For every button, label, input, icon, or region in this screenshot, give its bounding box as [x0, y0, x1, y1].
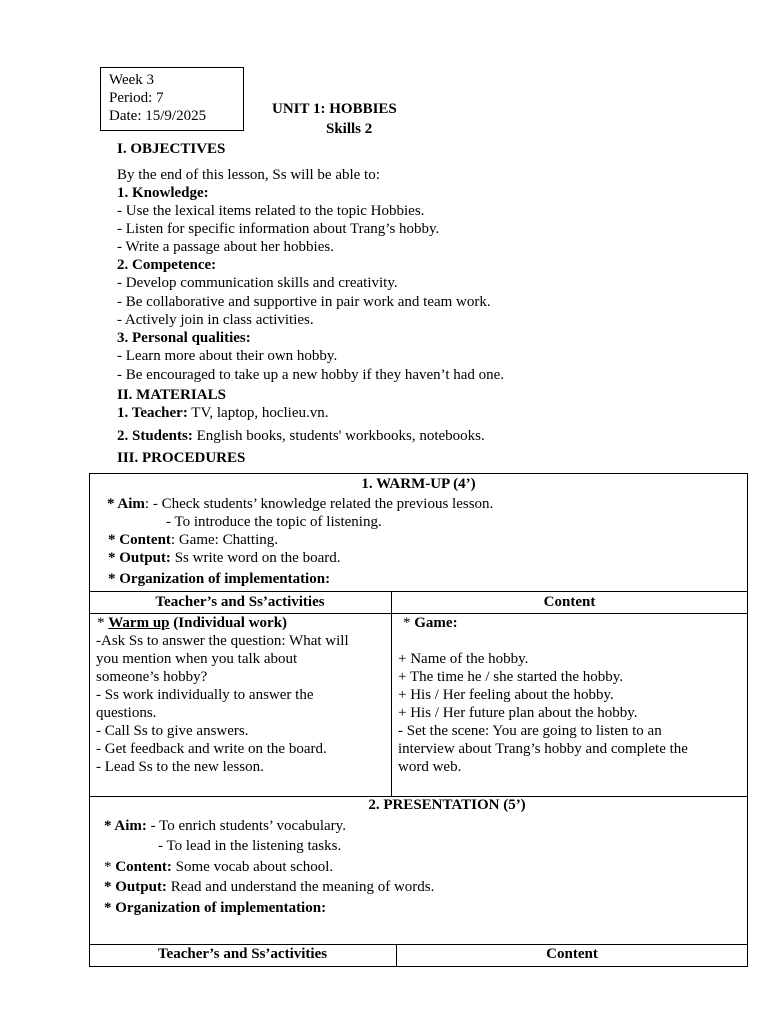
qualities-item: - Be encouraged to take up a new hobby if they haven’t had one.	[117, 367, 505, 383]
activity-line: someone’s hobby?	[96, 669, 208, 685]
presentation-aim-2: - To lead in the listening tasks.	[158, 838, 342, 854]
knowledge-heading: 1. Knowledge:	[117, 185, 209, 201]
warmup-aim: * Aim: - Check students’ knowledge related the previous lesson.	[107, 496, 494, 512]
qualities-item: - Learn more about their own hobby.	[117, 348, 338, 364]
lesson-info-box	[100, 67, 244, 131]
content-line: + The time he / she started the hobby.	[398, 669, 624, 685]
warmup-title: 1. WARM-UP (4’)	[361, 476, 476, 492]
date-text: Date: 15/9/2025	[109, 108, 207, 124]
content-line: + His / Her future plan about the hobby.	[398, 705, 638, 721]
warmup-content: * Content: Game: Chatting.	[108, 532, 278, 548]
presentation-content: * Content: Some vocab about school.	[104, 859, 334, 875]
warmup-organization: * Organization of implementation:	[108, 571, 331, 587]
qualities-heading: 3. Personal qualities:	[117, 330, 251, 346]
period-text: Period: 7	[109, 90, 164, 106]
presentation-output: * Output: Read and understand the meaning of words.	[104, 879, 435, 895]
activity-line: - Call Ss to give answers.	[96, 723, 249, 739]
activity-line: - Lead Ss to the new lesson.	[96, 759, 264, 775]
activity-line: questions.	[96, 705, 157, 721]
competence-item: - Be collaborative and supportive in pair work and team work.	[117, 294, 491, 310]
activity-line: - Ss work individually to answer the	[96, 687, 314, 703]
unit-title: UNIT 1: HOBBIES	[272, 101, 397, 117]
presentation-aim: * Aim: - To enrich students’ vocabulary.	[104, 818, 346, 834]
warmup-aim-2: - To introduce the topic of listening.	[166, 514, 382, 530]
activity-line: -Ask Ss to answer the question: What will	[96, 633, 349, 649]
warmup-activity-heading: * Warm up (Individual work)	[97, 615, 288, 631]
content-line: + Name of the hobby.	[398, 651, 529, 667]
knowledge-item: - Write a passage about her hobbies.	[117, 239, 334, 255]
content-line: - Set the scene: You are going to listen to an	[398, 723, 662, 739]
materials-heading: II. MATERIALS	[117, 387, 226, 403]
activity-line: - Get feedback and write on the board.	[96, 741, 327, 757]
competence-item: - Actively join in class activities.	[117, 312, 314, 328]
col-header-activities: Teacher’s and Ss’activities	[157, 946, 328, 962]
materials-teacher: 1. Teacher: TV, laptop, hoclieu.vn.	[117, 405, 329, 421]
presentation-title: 2. PRESENTATION (5’)	[368, 797, 526, 813]
col-header-content: Content	[546, 946, 598, 962]
objectives-intro: By the end of this lesson, Ss will be able to:	[117, 167, 380, 183]
competence-heading: 2. Competence:	[117, 257, 217, 273]
content-game-heading: * Game:	[403, 615, 458, 631]
competence-item: - Develop communication skills and creativity.	[117, 275, 398, 291]
table-column-divider	[391, 591, 392, 796]
procedures-heading: III. PROCEDURES	[117, 450, 246, 466]
table-divider	[89, 591, 748, 592]
week-text: Week 3	[109, 72, 155, 88]
knowledge-item: - Use the lexical items related to the topic Hobbies.	[117, 203, 425, 219]
content-line: interview about Trang’s hobby and complete the	[398, 741, 688, 757]
col-header-content: Content	[543, 594, 596, 610]
activity-line: you mention when you talk about	[96, 651, 298, 667]
knowledge-item: - Listen for specific information about Trang’s hobby.	[117, 221, 440, 237]
skills-subtitle: Skills 2	[326, 121, 373, 137]
content-line: + His / Her feeling about the hobby.	[398, 687, 614, 703]
col-header-activities: Teacher’s and Ss’activities	[155, 594, 325, 610]
objectives-heading: I. OBJECTIVES	[117, 141, 226, 157]
warmup-output: * Output: Ss write word on the board.	[108, 550, 341, 566]
content-line: word web.	[398, 759, 462, 775]
presentation-organization: * Organization of implementation:	[104, 900, 327, 916]
materials-students: 2. Students: English books, students' workbooks, notebooks.	[117, 428, 485, 444]
